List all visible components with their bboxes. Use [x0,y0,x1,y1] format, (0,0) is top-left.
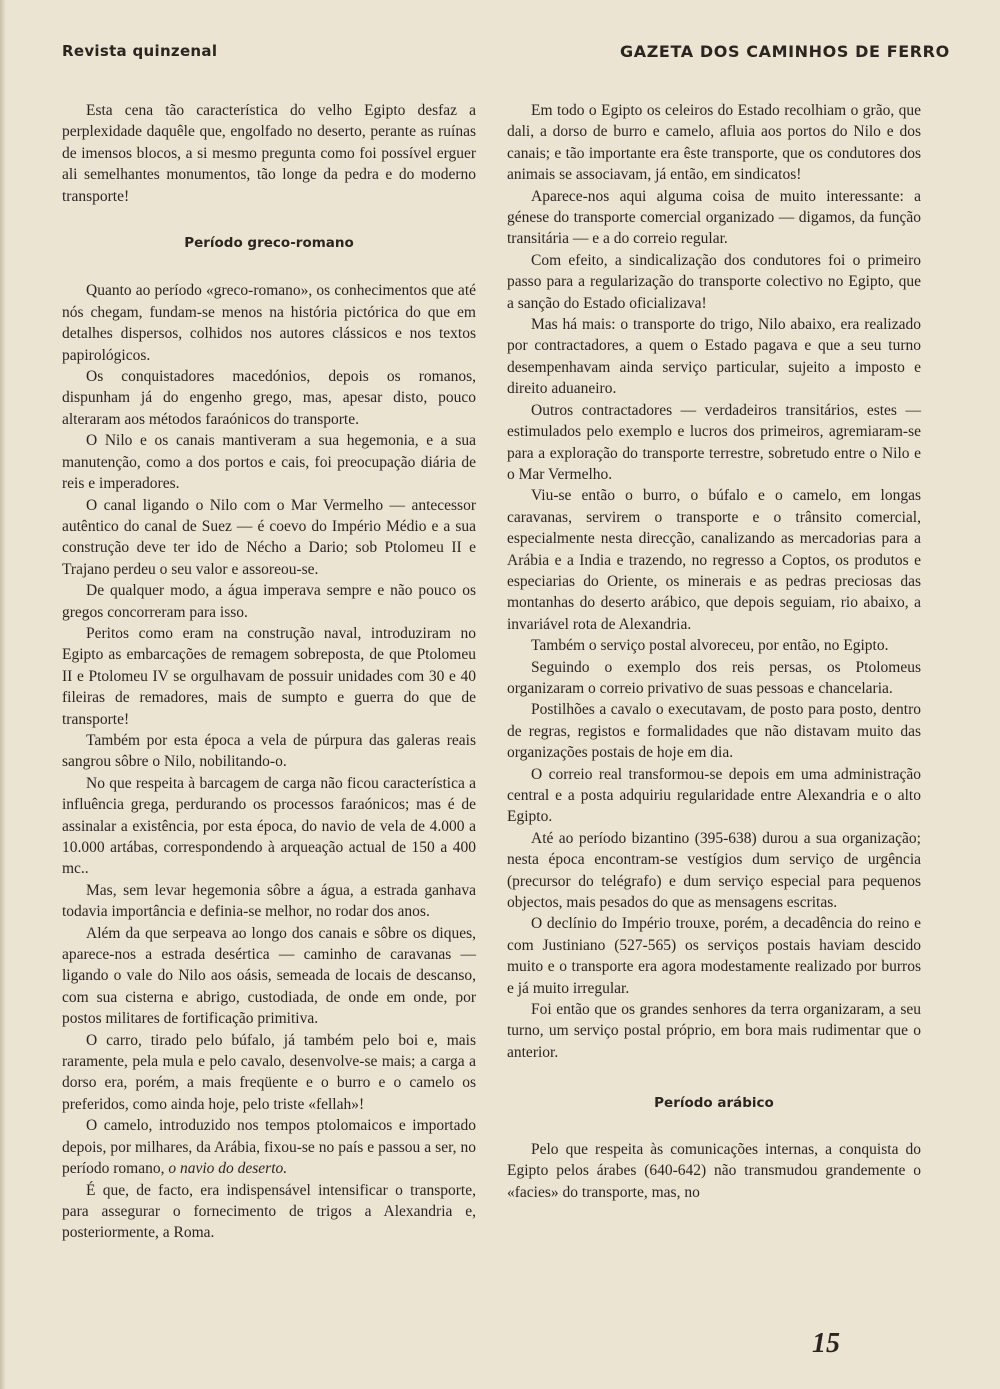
paragraph: Esta cena tão característica do velho Egipto desfaz a perplexidade daquêle que, engolfado no deserto, perante as ruínas de imensos blocos, a si mesmo pregunta como foi possível erguer ali semelhantes monumentos, tão longe da pedra e do moderno transporte! [62,102,476,205]
paragraph: É que, de facto, era indispensável intensificar o transporte, para assegurar o fornecimento de trigos a Alexandria e, posteriormente, a Roma. [62,1181,476,1242]
header-issue-label: Revista quinzenal [62,42,218,60]
paragraph: Viu-se então o burro, o búfalo e o camelo, em longas caravanas, servirem o transporte e o trânsito comercial, especialmente nesta direcção, canalizando as mercadorias para a Arábia e a India e trazendo, no regresso a Coptos, os produtos e especiarias do Oriente, os minerais e as pedras preciosas das montanhas do deserto arábico, que depois seguiam, rio abaixo, a invariável rota de Alexandria. [507,487,921,633]
paragraph: Os conquistadores macedónios, depois os romanos, dispunham já do engenho grego, mas, apesar disto, pouco alteraram aos métodos faraónicos do transporte. [62,368,476,428]
paragraph: O canal ligando o Nilo com o Mar Vermelho — antecessor autêntico do canal de Suez — é coevo do Império Médio e a sua construção deve ter ido de Nécho a Dario; sob Ptolomeu II e Trajano perdeu o seu valor e assoreou-se. [62,496,476,578]
paragraph: Seguindo o exemplo dos reis persas, os Ptolomeus organizaram o correio privativo de suas pessoas e chancelaria. [507,658,921,697]
left-column [62,100,476,1244]
page-number: 15 [812,1328,840,1359]
paragraph: Pelo que respeita às comunicações internas, a conquista do Egipto pelos árabes (640-642) não transmudou grandemente o «facies» do transporte, mas, no [507,1140,921,1201]
paragraph: Quanto ao período «greco-romano», os conhecimentos que até nós chegam, fundam-se menos na história pictórica do que em detalhes dispersos, colhidos nos autores clássicos e nos textos papirológicos. [62,282,476,364]
paragraph: Até ao período bizantino (395-638) durou a sua organização; nesta época encontram-se vestígios dum serviço de urgência (precursor do telégrafo) e dum serviço especial para pequenos objectos, mais pesados do que as mensagens escritas. [507,829,921,912]
paragraph: Mas, sem levar hegemonia sôbre a água, a estrada ganhava todavia importância e definia-se melhor, no rodar dos anos. [62,881,476,921]
paragraph [62,1115,476,1179]
paragraph: Outros contractadores — verdadeiros transitários, estes — estimulados pelo exemplo e lucros dos primeiros, agremiaram-se para a exploração do transporte terrestre, sobretudo entre o Nilo e o Mar Vermelho. [507,401,921,483]
right-column [507,100,921,1203]
paragraph: O declínio do Império trouxe, porém, a decadência do reino e com Justiniano (527-565) os serviços postais haviam descido muito e o transporte era agora modestamente realizado por burros e já muito irregular. [507,915,921,997]
paragraph: Em todo o Egipto os celeiros do Estado recolhiam o grão, que dali, a dorso de burro e camelo, afluia aos portos do Nilo e dos canais; e tão importante era êste transporte, que os condutores dos animais se associavam, já então, em sindicatos! [507,102,921,184]
paragraph: Mas há mais: o transporte do trigo, Nilo abaixo, era realizado por contractadores, a quem o Estado pagava e que a seu turno desempenhavam ainda serviço particular, sujeito a imposto e direito aduaneiro. [507,316,921,398]
paragraph: O carro, tirado pelo búfalo, já também pelo boi e, mais raramente, pela mula e pelo cavalo, desenvolve-se mais; a carga a dorso era, porém, a mais freqüente e o burro e o camelo os preferidos, como ainda hoje, pelo triste «fellah»! [62,1031,476,1113]
paragraph: Postilhões a cavalo o executavam, de posto para posto, dentro de regras, registos e formalidades que não distavam muito das organizações postais de hoje em dia. [507,701,921,762]
paragraph: O correio real transformou-se depois em uma administração central e a posta adquiriu regularidade entre Alexandria e o alto Egipto. [507,765,921,826]
paragraph: Aparece-nos aqui alguma coisa de muito interessante: a génese do transporte comercial organizado — digamos, da função transitária — e a do correio regular. [507,187,921,248]
header-publication-title: GAZETA DOS CAMINHOS DE FERRO [620,42,950,61]
paragraph: No que respeita à barcagem de carga não ficou característica a influência grega, perdurando os processos faraónicos; mas é de assinalar a existência, por esta época, do navio de vela de 4.000 a 10.000 artábas, correspondendo à arqueação actual de 150 a 400 mc.. [62,774,476,878]
paragraph: Peritos como eram na construção naval, introduziram no Egipto as embarcações de remagem sobreposta, de que Ptolomeu II e Ptolomeu IV se orgulhavam de possuir unidades com 30 e 40 fileiras de remadores, mais de sumpto e guerra do que de transporte! [62,624,476,728]
page-spine-shadow [0,0,6,1389]
paragraph: Também por esta época a vela de púrpura das galeras reais sangrou sôbre o Nilo, nobilitando-o. [62,731,476,771]
paragraph: Também o serviço postal alvoreceu, por então, no Egipto. [531,637,889,655]
paragraph: O Nilo e os canais mantiveram a sua hegemonia, e a sua manutenção, como a dos portos e cais, foi preocupação diária de reis e imperadores. [62,432,476,493]
section-heading-arabic: Período arábico [654,1095,774,1112]
paragraph-text: O camelo, introduzido nos tempos ptolomaicos e importado depois, por milhares, da Arábia, fixou-se no país e passou a ser, no período romano, [62,1117,476,1178]
paragraph: De qualquer modo, a água imperava sempre e não pouco os gregos concorreram para isso. [62,582,476,621]
emphasis-text: o navio do deserto. [168,1160,288,1178]
paragraph: Além da que serpeava ao longo dos canais e sôbre os diques, aparece-nos a estrada desértica — caminho de caravanas — ligando o vale do Nilo aos oásis, semeada de locais de descanso, com sua cisterna e abrigo, custodiada, de onde em onde, por postos militares de fortificação primitiva. [62,924,476,1028]
section-heading-greco-roman: Período greco-romano [184,235,354,252]
paragraph: Com efeito, a sindicalização dos condutores foi o primeiro passo para a regularização do transporte colectivo no Egipto, que a sanção do Estado oficializava! [507,251,921,312]
paragraph: Foi então que os grandes senhores da terra organizaram, a seu turno, um serviço postal próprio, em bora mais rudimentar que o anterior. [507,1001,921,1061]
